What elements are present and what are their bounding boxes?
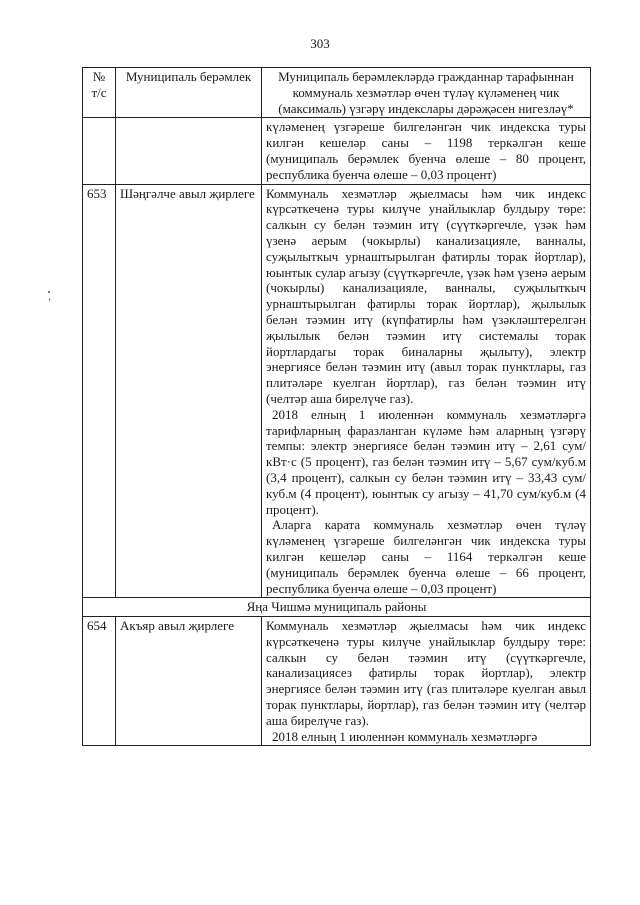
header-description: Муниципаль берәмлекләрдә гражданнар тарафыннан коммуналь хезмәтләр өчен түләү күләменең чик (максималь) үзгәрү индекслары дәрәҗәсен нигезләү* [262,68,591,118]
scan-speck [48,291,50,293]
table-header-row [83,68,591,118]
cell-description [262,184,591,598]
section-title: Яңа Чишмә муниципаль районы [83,598,591,617]
table-row-654 [83,617,591,746]
table-row-653 [83,184,591,598]
paragraph: 2018 елның 1 июленнән коммуналь хезмәтләргә [272,728,538,744]
table-row-continuation [83,118,591,184]
paragraph: Коммуналь хезмәтләр җыелмасы һәм чик индекс күрсәткеченә туры килүче унайлыклар булдыру төре: салкын су белән тәэмин итү (сүүткәргечле, канализациясез фатирлы торак йортлар), электр энергиясе белән тәэмин итү (газ плитәләре куелган авыл торак пунктлары, йортлар), газ белән тәэмин итү (челтәр аша бирелүче газ). [266,618,586,728]
row-number: 653 [83,184,116,598]
section-row [83,598,591,617]
continuation-text: күләменең үзгәреше билгеләнгән чик индекска туры килгән кешеләр саны – 1198 теркәлгән кеше (муниципаль берәмлек буенча өлеше – 80 процент, республика буенча өлеше – 0,03 процент) [266,119,586,182]
row-number: 654 [83,617,116,746]
paragraph: Коммуналь хезмәтләр җыелмасы һәм чик индекс күрсәткеченә туры килүче унайлыклар булдыру төре: салкын су белән тәэмин итү (сүүткәргечле, үзәк һәм үзенә аерым (чокырлы) канализацияле, ванналы, суҗылыткыч урнаштырылган фатирлы торак йортлар), юынтык сулар агызу (сүүткәргечле, үзәк һәм үзенә аерым (чокырлы) канализацияле, ванналы, суҗылыткыч урнаштырылган фатирлы торак йортлар), җылылык белән тәэмин итү (күпфатирлы һәм үзәкләштерелгән җылылык белән тәэмин итү системалы торак йортлардагы торак биналарны җылыту), электр энергиясе белән тәэмин итү (авыл торак пунктлары, газ плитәләре куелган йортлар), газ белән тәэмин итү (челтәр аша бирелүче газ). [266,185,586,406]
row-municipality: Акъяр авыл җирлеге [116,617,262,746]
scan-speck [49,298,50,301]
cell-empty [83,118,116,184]
data-table [82,67,591,746]
header-municipality: Муниципаль берәмлек [116,68,262,118]
paragraph: 2018 елның 1 июленнән коммуналь хезмәтләргә тарифларның фаразланган күләме һәм аларның үзгәрү темпы: электр энергиясе белән тәэмин итү – 2,61 сум/кВт·с (5 процент), газ белән тәэмин итү – 5,67 сум/куб.м (3,4 процент), салкын су белән тәэмин итү – 33,43 сум/куб.м (4 процент), юынтык су агызу – 41,70 сум/куб.м (4 процент). [266,406,586,517]
cell-empty [116,118,262,184]
header-number: № т/с [83,68,116,118]
paragraph: Аларга карата коммуналь хезмәтләр өчен түләү күләменең үзгәреше билгеләнгән чик индекска туры килгән кешеләр саны – 1164 теркәлгән кеше (муниципаль берәмлек буенча өлеше – 66 процент, республика буенча өлеше – 0,03 процент) [266,517,586,596]
cell-description [262,118,591,184]
page-number: 303 [310,36,330,51]
row-municipality: Шәңгәлче авыл җирлеге [116,184,262,598]
cell-description [262,617,591,746]
